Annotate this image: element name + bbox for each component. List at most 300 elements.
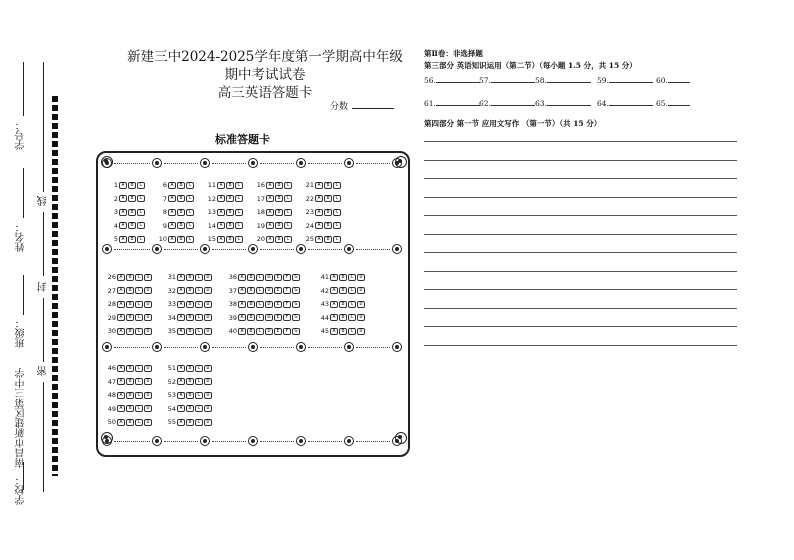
answer-bubble[interactable]: F — [283, 314, 291, 321]
writing-line[interactable] — [424, 215, 737, 216]
answer-bubble[interactable]: B — [186, 419, 194, 426]
answer-bubble[interactable]: C — [256, 287, 264, 294]
answer-bubble[interactable]: C — [195, 328, 203, 335]
answer-bubble[interactable]: A — [238, 328, 246, 335]
question-number: 9 — [162, 221, 167, 230]
timing-dotted-line — [260, 441, 294, 442]
answer-bubble[interactable]: A — [330, 301, 338, 308]
question-row — [302, 195, 342, 203]
fill-blank[interactable] — [479, 98, 535, 108]
answer-bubble[interactable]: C — [137, 195, 145, 202]
writing-line[interactable] — [424, 178, 737, 179]
answer-bubble[interactable]: B — [177, 236, 185, 243]
answer-bubble[interactable]: C — [135, 378, 143, 385]
question-row — [155, 195, 195, 203]
question-number: 49 — [107, 404, 116, 413]
answer-bubble[interactable]: B — [186, 287, 194, 294]
answer-bubble[interactable]: A — [177, 405, 185, 412]
blank-line[interactable] — [436, 75, 480, 83]
fill-blank[interactable] — [535, 75, 591, 85]
answer-bubble[interactable]: B — [339, 328, 347, 335]
question-number: 20 — [256, 235, 265, 243]
answer-bubble[interactable]: C — [135, 419, 143, 426]
answer-bubble[interactable]: A — [117, 365, 125, 372]
answer-bubble[interactable]: C — [333, 209, 341, 216]
answer-bubble[interactable]: C — [195, 301, 203, 308]
timing-marker — [296, 436, 306, 446]
answer-bubble[interactable]: B — [177, 195, 185, 202]
seal-line-bottom — [43, 382, 44, 492]
answer-bubble[interactable]: B — [247, 314, 255, 321]
question-number: 37 — [228, 286, 237, 295]
answer-bubble[interactable]: A — [119, 182, 127, 189]
answer-bubble[interactable]: B — [186, 314, 194, 321]
answer-bubble[interactable]: C — [195, 365, 203, 372]
answer-bubble[interactable]: B — [275, 195, 283, 202]
answer-bubble[interactable]: D — [357, 274, 365, 281]
answer-bubble[interactable]: A — [315, 209, 323, 216]
blank-line[interactable] — [668, 98, 690, 106]
fill-blank[interactable] — [597, 98, 653, 108]
blank-line[interactable] — [547, 98, 591, 106]
timing-dotted-line — [308, 441, 342, 442]
answer-bubble[interactable]: A — [266, 209, 274, 216]
card-heading: 高三英语答题卡 — [217, 85, 313, 101]
answer-bubble[interactable]: G — [292, 314, 300, 321]
answer-bubble[interactable]: A — [117, 419, 125, 426]
answer-bubble[interactable]: C — [256, 301, 264, 308]
answer-bubble[interactable]: A — [117, 314, 125, 321]
answer-bubble[interactable]: A — [117, 405, 125, 412]
name-line — [23, 168, 24, 218]
question-row — [302, 222, 342, 230]
question-row — [204, 235, 244, 243]
answer-bubble[interactable]: D — [357, 287, 365, 294]
answer-bubble[interactable]: C — [186, 182, 194, 189]
answer-bubble[interactable]: B — [186, 378, 194, 385]
answer-bubble[interactable]: D — [204, 378, 212, 385]
answer-bubble[interactable]: A — [119, 195, 127, 202]
answer-bubble[interactable]: D — [357, 314, 365, 321]
writing-line[interactable] — [424, 271, 737, 272]
answer-bubble[interactable]: B — [324, 182, 332, 189]
answer-bubble[interactable]: E — [274, 301, 282, 308]
answer-bubble[interactable]: B — [226, 236, 234, 243]
number-label: 学号： — [16, 120, 27, 150]
answer-bubble[interactable]: A — [266, 222, 274, 229]
blank-line[interactable] — [609, 98, 653, 106]
answer-bubble[interactable]: A — [177, 314, 185, 321]
blank-line[interactable] — [668, 75, 690, 83]
answer-bubble[interactable]: B — [324, 195, 332, 202]
answer-bubble[interactable]: D — [265, 274, 273, 281]
timing-marker — [344, 436, 354, 446]
question-row — [164, 273, 213, 281]
answer-bubble[interactable]: B — [339, 301, 347, 308]
writing-line[interactable] — [424, 160, 737, 161]
blank-line[interactable] — [609, 75, 653, 83]
answer-bubble[interactable]: G — [292, 301, 300, 308]
answer-bubble[interactable]: G — [292, 328, 300, 335]
timing-marker — [296, 158, 306, 168]
answer-bubble[interactable]: A — [168, 195, 176, 202]
answer-bubble[interactable]: B — [339, 287, 347, 294]
answer-bubble[interactable]: C — [256, 314, 264, 321]
answer-bubble[interactable]: B — [126, 287, 134, 294]
timing-marker — [344, 244, 354, 254]
answer-bubble[interactable]: B — [275, 236, 283, 243]
answer-bubble[interactable]: C — [195, 274, 203, 281]
answer-bubble[interactable]: C — [195, 405, 203, 412]
answer-bubble[interactable]: A — [117, 301, 125, 308]
question-number: 42 — [320, 286, 329, 295]
answer-bubble[interactable]: B — [226, 195, 234, 202]
answer-bubble[interactable]: B — [324, 209, 332, 216]
answer-bubble[interactable]: D — [204, 365, 212, 372]
timing-dotted-line — [356, 441, 390, 442]
answer-bubble[interactable]: D — [265, 287, 273, 294]
answer-bubble[interactable]: C — [186, 209, 194, 216]
question-row — [104, 314, 153, 322]
answer-bubble[interactable]: B — [186, 405, 194, 412]
answer-bubble[interactable]: C — [135, 287, 143, 294]
answer-bubble[interactable]: A — [117, 392, 125, 399]
answer-bubble[interactable]: D — [265, 328, 273, 335]
fill-blank[interactable] — [597, 75, 653, 85]
answer-bubble[interactable]: C — [348, 274, 356, 281]
answer-bubble[interactable]: A — [168, 222, 176, 229]
question-number: 36 — [228, 273, 237, 281]
timing-marker — [392, 342, 402, 352]
writing-line[interactable] — [424, 308, 737, 309]
answer-bubble[interactable]: A — [330, 287, 338, 294]
answer-bubble[interactable]: C — [135, 365, 143, 372]
answer-bubble[interactable]: C — [235, 209, 243, 216]
answer-bubble[interactable]: C — [137, 222, 145, 229]
answer-bubble[interactable]: C — [235, 182, 243, 189]
answer-bubble[interactable]: D — [204, 405, 212, 412]
answer-bubble[interactable]: D — [204, 274, 212, 281]
answer-bubble[interactable]: A — [330, 328, 338, 335]
answer-bubble[interactable]: A — [177, 274, 185, 281]
answer-bubble[interactable]: C — [284, 209, 292, 216]
answer-bubble[interactable]: C — [195, 314, 203, 321]
answer-bubble[interactable]: A — [238, 314, 246, 321]
answer-bubble[interactable]: C — [284, 236, 292, 243]
answer-bubble[interactable]: A — [315, 182, 323, 189]
answer-bubble[interactable]: D — [265, 314, 273, 321]
answer-bubble[interactable]: C — [135, 314, 143, 321]
answer-bubble[interactable]: B — [128, 222, 136, 229]
question-row — [317, 327, 366, 335]
blank-number: 64. — [597, 99, 609, 108]
answer-bubble[interactable]: G — [292, 287, 300, 294]
answer-bubble[interactable]: D — [144, 287, 152, 294]
answer-bubble[interactable]: A — [315, 195, 323, 202]
answer-bubble[interactable]: B — [186, 392, 194, 399]
answer-bubble[interactable]: D — [265, 301, 273, 308]
answer-bubble[interactable]: A — [168, 236, 176, 243]
answer-bubble[interactable]: B — [186, 328, 194, 335]
question-number: 48 — [107, 391, 116, 399]
answer-bubble[interactable]: C — [186, 195, 194, 202]
question-number: 27 — [107, 286, 116, 295]
answer-bubble[interactable]: C — [348, 287, 356, 294]
answer-bubble[interactable]: B — [126, 365, 134, 372]
number-line — [23, 62, 24, 116]
blank-number: 56. — [424, 76, 436, 85]
answer-bubble[interactable]: D — [204, 328, 212, 335]
answer-bubble[interactable]: C — [284, 182, 292, 189]
answer-bubble[interactable]: F — [283, 301, 291, 308]
answer-bubble[interactable]: B — [186, 365, 194, 372]
answer-bubble[interactable]: A — [266, 195, 274, 202]
answer-bubble[interactable]: A — [266, 236, 274, 243]
answer-bubble[interactable]: D — [204, 301, 212, 308]
answer-bubble[interactable]: A — [217, 209, 225, 216]
answer-bubble[interactable]: A — [217, 236, 225, 243]
seal-word-seal: 封 — [38, 282, 49, 292]
answer-bubble[interactable]: D — [204, 392, 212, 399]
answer-bubble[interactable]: C — [135, 392, 143, 399]
fill-blank[interactable] — [535, 98, 591, 108]
answer-bubble[interactable]: B — [126, 328, 134, 335]
answer-bubble[interactable]: A — [119, 222, 127, 229]
answer-bubble[interactable]: C — [333, 195, 341, 202]
timing-dotted-line — [260, 163, 294, 164]
answer-bubble[interactable]: C — [284, 222, 292, 229]
writing-line[interactable] — [424, 326, 737, 327]
timing-marker — [248, 158, 258, 168]
answer-bubble[interactable]: A — [119, 236, 127, 243]
answer-bubble[interactable]: B — [126, 405, 134, 412]
answer-bubble[interactable]: B — [275, 182, 283, 189]
answer-bubble[interactable]: A — [168, 182, 176, 189]
answer-bubble[interactable]: B — [186, 301, 194, 308]
answer-bubble[interactable]: B — [339, 314, 347, 321]
answer-bubble[interactable]: C — [137, 209, 145, 216]
timing-marker — [102, 342, 112, 352]
seal-line-top — [43, 62, 44, 192]
fill-blank[interactable] — [424, 75, 480, 85]
writing-line[interactable] — [424, 252, 737, 253]
answer-bubble[interactable]: B — [177, 222, 185, 229]
answer-bubble[interactable]: A — [315, 236, 323, 243]
answer-bubble[interactable]: D — [204, 287, 212, 294]
answer-bubble[interactable]: A — [177, 392, 185, 399]
answer-bubble[interactable]: A — [117, 328, 125, 335]
answer-bubble[interactable]: C — [186, 236, 194, 243]
answer-bubble[interactable]: B — [275, 209, 283, 216]
question-row — [225, 300, 301, 308]
question-number: 31 — [167, 273, 176, 281]
answer-bubble[interactable]: C — [186, 222, 194, 229]
writing-line[interactable] — [424, 234, 737, 235]
answer-bubble[interactable]: B — [126, 301, 134, 308]
answer-bubble[interactable]: A — [177, 301, 185, 308]
answer-bubble[interactable]: A — [168, 209, 176, 216]
answer-bubble[interactable]: A — [117, 274, 125, 281]
answer-bubble[interactable]: C — [195, 392, 203, 399]
answer-bubble[interactable]: E — [274, 287, 282, 294]
answer-bubble[interactable]: B — [247, 301, 255, 308]
answer-bubble[interactable]: C — [195, 287, 203, 294]
answer-bubble[interactable]: D — [144, 365, 152, 372]
answer-bubble[interactable]: B — [177, 182, 185, 189]
answer-bubble[interactable]: A — [330, 314, 338, 321]
blank-number: 57. — [479, 76, 491, 85]
question-number: 11 — [207, 181, 216, 189]
answer-bubble[interactable]: C — [135, 301, 143, 308]
answer-bubble[interactable]: C — [333, 182, 341, 189]
answer-bubble[interactable]: E — [274, 328, 282, 335]
answer-bubble[interactable]: C — [333, 236, 341, 243]
answer-bubble[interactable]: C — [348, 301, 356, 308]
question-number: 13 — [207, 208, 216, 216]
question-row — [317, 287, 366, 295]
answer-bubble[interactable]: C — [348, 328, 356, 335]
answer-bubble[interactable]: A — [117, 378, 125, 385]
answer-bubble[interactable]: D — [357, 301, 365, 308]
answer-bubble[interactable]: A — [238, 287, 246, 294]
answer-bubble[interactable]: F — [283, 287, 291, 294]
answer-bubble[interactable]: A — [119, 209, 127, 216]
school-name: 南昌市新建区第三中学 — [16, 368, 27, 468]
answer-bubble[interactable]: B — [226, 222, 234, 229]
answer-bubble[interactable]: C — [135, 405, 143, 412]
answer-bubble[interactable]: B — [339, 274, 347, 281]
answer-bubble[interactable]: D — [144, 392, 152, 399]
answer-bubble[interactable]: A — [177, 328, 185, 335]
answer-bubble[interactable]: E — [274, 314, 282, 321]
answer-bubble[interactable]: B — [126, 274, 134, 281]
answer-bubble[interactable]: D — [144, 274, 152, 281]
answer-bubble[interactable]: D — [204, 419, 212, 426]
answer-bubble[interactable]: B — [128, 236, 136, 243]
fill-blank[interactable] — [656, 98, 690, 108]
score-field[interactable] — [330, 99, 394, 112]
answer-bubble[interactable]: A — [315, 222, 323, 229]
answer-bubble[interactable]: B — [226, 182, 234, 189]
answer-bubble[interactable]: B — [177, 209, 185, 216]
question-row — [164, 364, 213, 372]
score-blank[interactable] — [352, 108, 394, 109]
answer-bubble[interactable]: D — [144, 378, 152, 385]
answer-bubble[interactable]: D — [144, 314, 152, 321]
answer-bubble[interactable]: B — [126, 314, 134, 321]
answer-bubble[interactable]: A — [217, 195, 225, 202]
fill-blank[interactable] — [424, 98, 480, 108]
answer-bubble[interactable]: D — [144, 328, 152, 335]
answer-bubble[interactable]: B — [275, 222, 283, 229]
blank-line[interactable] — [491, 98, 535, 106]
answer-bubble[interactable]: F — [283, 274, 291, 281]
answer-bubble[interactable]: C — [137, 236, 145, 243]
timing-dotted-line — [212, 347, 246, 348]
answer-bubble[interactable]: C — [235, 222, 243, 229]
answer-bubble[interactable]: C — [195, 419, 203, 426]
answer-bubble[interactable]: A — [266, 182, 274, 189]
answer-bubble[interactable]: B — [128, 209, 136, 216]
writing-line[interactable] — [424, 197, 737, 198]
answer-bubble[interactable]: A — [238, 301, 246, 308]
answer-bubble[interactable]: C — [135, 274, 143, 281]
answer-bubble[interactable]: C — [137, 182, 145, 189]
section2-title: 第Ⅱ卷：非选择题 — [424, 49, 483, 58]
answer-bubble[interactable]: B — [186, 274, 194, 281]
timing-marker — [152, 158, 162, 168]
answer-bubble[interactable]: A — [238, 274, 246, 281]
question-row — [104, 327, 153, 335]
answer-bubble[interactable]: C — [348, 314, 356, 321]
answer-bubble[interactable]: B — [324, 222, 332, 229]
timing-dotted-line — [356, 347, 390, 348]
answer-bubble[interactable]: D — [144, 419, 152, 426]
blank-line[interactable] — [436, 98, 480, 106]
timing-marker — [102, 158, 112, 168]
answer-bubble[interactable]: B — [126, 392, 134, 399]
answer-bubble[interactable]: B — [247, 287, 255, 294]
answer-bubble[interactable]: C — [135, 328, 143, 335]
answer-bubble[interactable]: A — [217, 182, 225, 189]
writing-line[interactable] — [424, 345, 737, 346]
timing-dotted-line — [308, 347, 342, 348]
answer-bubble[interactable]: B — [128, 182, 136, 189]
answer-bubble[interactable]: C — [235, 195, 243, 202]
answer-bubble[interactable]: D — [144, 405, 152, 412]
answer-bubble[interactable]: F — [283, 328, 291, 335]
answer-bubble[interactable]: B — [247, 274, 255, 281]
answer-bubble[interactable]: A — [330, 274, 338, 281]
blank-line[interactable] — [491, 75, 535, 83]
writing-line[interactable] — [424, 141, 737, 142]
question-row — [204, 208, 244, 216]
answer-bubble[interactable]: D — [204, 314, 212, 321]
answer-bubble[interactable]: A — [177, 419, 185, 426]
answer-bubble[interactable]: A — [217, 222, 225, 229]
blank-number: 62. — [479, 99, 491, 108]
answer-bubble[interactable]: B — [126, 419, 134, 426]
answer-bubble[interactable]: A — [177, 378, 185, 385]
answer-bubble[interactable]: A — [117, 287, 125, 294]
blank-line[interactable] — [547, 75, 591, 83]
answer-bubble[interactable]: A — [177, 287, 185, 294]
answer-bubble[interactable]: D — [357, 328, 365, 335]
answer-bubble[interactable]: C — [256, 274, 264, 281]
fill-blank[interactable] — [479, 75, 535, 85]
answer-bubble[interactable]: C — [333, 222, 341, 229]
answer-bubble[interactable]: B — [247, 328, 255, 335]
question-row — [104, 391, 153, 399]
answer-bubble[interactable]: C — [284, 195, 292, 202]
answer-bubble[interactable]: C — [195, 378, 203, 385]
question-row — [155, 181, 195, 189]
answer-bubble[interactable]: A — [177, 365, 185, 372]
answer-bubble[interactable]: B — [226, 209, 234, 216]
answer-bubble[interactable]: E — [274, 274, 282, 281]
answer-bubble[interactable]: C — [235, 236, 243, 243]
writing-line[interactable] — [424, 289, 737, 290]
answer-bubble[interactable]: D — [144, 301, 152, 308]
answer-bubble[interactable]: B — [324, 236, 332, 243]
answer-bubble[interactable]: B — [128, 195, 136, 202]
question-row — [164, 327, 213, 335]
answer-bubble[interactable]: C — [256, 328, 264, 335]
exam-subtitle: 期中考试试卷 — [224, 67, 306, 83]
fill-blank[interactable] — [656, 75, 690, 85]
answer-bubble[interactable]: B — [126, 378, 134, 385]
answer-bubble[interactable]: G — [292, 274, 300, 281]
